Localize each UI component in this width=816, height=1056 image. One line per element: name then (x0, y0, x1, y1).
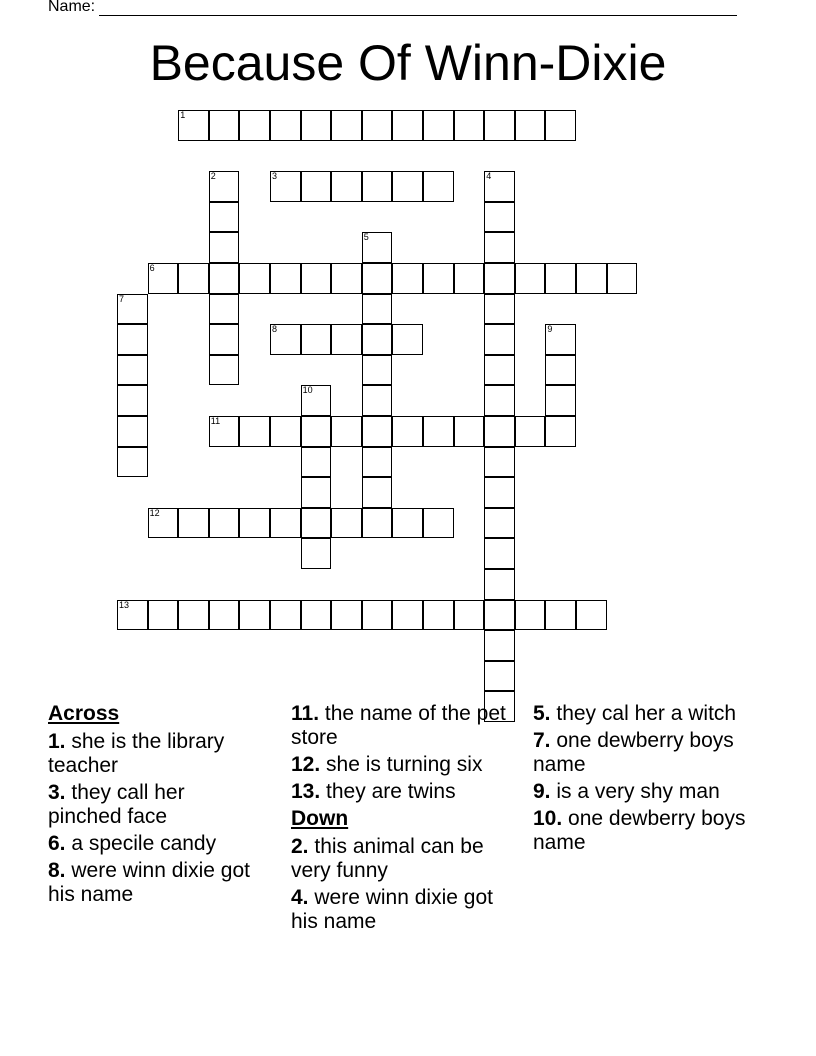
crossword-cell[interactable] (484, 630, 515, 661)
clue-number: 12 (149, 507, 160, 518)
crossword-cell[interactable] (545, 385, 576, 416)
name-label: Name: (48, 0, 96, 15)
crossword-cell[interactable] (178, 110, 209, 141)
crossword-cell[interactable] (545, 355, 576, 386)
crossword-cell[interactable] (423, 508, 454, 539)
clue-number: 3 (272, 171, 278, 182)
crossword-cell[interactable] (331, 508, 362, 539)
clue-number: 8 (272, 324, 278, 335)
clues-column-3 (533, 702, 748, 858)
crossword-cell[interactable] (545, 600, 576, 631)
crossword-cell[interactable] (239, 263, 270, 294)
page-title: Because Of Winn-Dixie (149, 35, 667, 91)
crossword-cell[interactable] (576, 600, 607, 631)
crossword-cell[interactable] (484, 416, 515, 447)
crossword-cell[interactable] (392, 263, 423, 294)
crossword-cell[interactable] (270, 171, 301, 202)
crossword-cell[interactable] (454, 416, 485, 447)
crossword-cell[interactable] (607, 263, 638, 294)
crossword-cell[interactable] (301, 385, 332, 416)
across-heading: Across (48, 702, 120, 725)
crossword-cell[interactable] (362, 508, 393, 539)
crossword-cell[interactable] (484, 324, 515, 355)
crossword-cell[interactable] (209, 324, 240, 355)
clue-across-3: 3. they call her pinched face (48, 781, 185, 828)
crossword-cell[interactable] (270, 324, 301, 355)
clue-across-12: 12. she is turning six (291, 753, 483, 776)
crossword-cell[interactable] (209, 294, 240, 325)
crossword-cell[interactable] (484, 294, 515, 325)
crossword-cell[interactable] (331, 110, 362, 141)
crossword-cell[interactable] (362, 263, 393, 294)
crossword-cell[interactable] (545, 324, 576, 355)
crossword-cell[interactable] (209, 171, 240, 202)
crossword-cell[interactable] (515, 600, 546, 631)
crossword-cell[interactable] (301, 508, 332, 539)
crossword-cell[interactable] (484, 171, 515, 202)
crossword-cell[interactable] (331, 600, 362, 631)
crossword-cell[interactable] (362, 447, 393, 478)
crossword-cell[interactable] (331, 263, 362, 294)
crossword-cell[interactable] (362, 324, 393, 355)
crossword-cell[interactable] (515, 110, 546, 141)
clue-number: 10 (302, 385, 313, 396)
crossword-cell[interactable] (484, 110, 515, 141)
crossword-cell[interactable] (362, 385, 393, 416)
crossword-cell[interactable] (301, 171, 332, 202)
crossword-cell[interactable] (362, 416, 393, 447)
crossword-cell[interactable] (423, 600, 454, 631)
crossword-cell[interactable] (209, 110, 240, 141)
crossword-cell[interactable] (270, 416, 301, 447)
crossword-cell[interactable] (362, 477, 393, 508)
crossword-cell[interactable] (454, 600, 485, 631)
crossword-cell[interactable] (178, 600, 209, 631)
clue-across-8: 8. were winn dixie got his name (48, 859, 250, 906)
crossword-cell[interactable] (515, 263, 546, 294)
clue-down-5: 5. they cal her a witch (533, 702, 737, 725)
clue-number: 1 (180, 110, 186, 120)
crossword-cell[interactable] (301, 538, 332, 569)
crossword-cell[interactable] (209, 416, 240, 447)
clue-across-6: 6. a specile candy (48, 832, 217, 855)
crossword-cell[interactable] (484, 232, 515, 263)
clue-number: 4 (486, 171, 492, 182)
crossword-cell[interactable] (117, 385, 148, 416)
crossword-cell[interactable] (576, 263, 607, 294)
crossword-cell[interactable] (301, 324, 332, 355)
crossword-cell[interactable] (362, 294, 393, 325)
crossword-cell[interactable] (148, 600, 179, 631)
crossword-cell[interactable] (454, 263, 485, 294)
crossword-cell[interactable] (209, 355, 240, 386)
crossword-cell[interactable] (301, 447, 332, 478)
crossword-cell[interactable] (423, 263, 454, 294)
clue-across-1: 1. she is the library teacher (48, 730, 225, 777)
crossword-cell[interactable] (270, 508, 301, 539)
crossword-cell[interactable] (484, 508, 515, 539)
crossword-cell[interactable] (362, 600, 393, 631)
crossword-cell[interactable] (209, 263, 240, 294)
crossword-cell[interactable] (484, 661, 515, 692)
clue-number: 13 (119, 599, 130, 610)
clue-across-13: 13. they are twins (291, 780, 456, 803)
crossword-cell[interactable] (392, 324, 423, 355)
crossword-cell[interactable] (484, 600, 515, 631)
crossword-cell[interactable] (331, 416, 362, 447)
crossword-cell[interactable] (148, 263, 179, 294)
crossword-cell[interactable] (301, 110, 332, 141)
crossword-cell[interactable] (423, 416, 454, 447)
crossword-cell[interactable] (117, 600, 148, 631)
crossword-cell[interactable] (392, 416, 423, 447)
crossword-cell[interactable] (117, 355, 148, 386)
crossword-cell[interactable] (270, 600, 301, 631)
crossword-cell[interactable] (423, 110, 454, 141)
clue-number: 11 (210, 416, 221, 426)
crossword-cell[interactable] (148, 508, 179, 539)
crossword-cell[interactable] (117, 294, 148, 325)
crossword-cell[interactable] (239, 416, 270, 447)
crossword-cell[interactable] (484, 569, 515, 600)
crossword-cell[interactable] (545, 110, 576, 141)
crossword-cell[interactable] (362, 232, 393, 263)
crossword-cell[interactable] (362, 355, 393, 386)
crossword-cell[interactable] (454, 110, 485, 141)
crossword-cell[interactable] (117, 324, 148, 355)
crossword-cell[interactable] (209, 600, 240, 631)
crossword-cell[interactable] (301, 416, 332, 447)
crossword-cell[interactable] (270, 110, 301, 141)
crossword-cell[interactable] (331, 171, 362, 202)
crossword-cell[interactable] (362, 171, 393, 202)
crossword-cell[interactable] (545, 263, 576, 294)
crossword-cell[interactable] (484, 202, 515, 233)
crossword-cell[interactable] (484, 538, 515, 569)
clue-down-2: 2. this animal can be very funny (291, 835, 484, 882)
clues-column-2 (291, 702, 516, 937)
crossword-cell[interactable] (209, 508, 240, 539)
clue-down-10: 10. one dewberry boys name (533, 807, 746, 854)
crossword-cell[interactable] (239, 110, 270, 141)
crossword-cell[interactable] (484, 355, 515, 386)
clue-number: 2 (210, 171, 216, 182)
crossword-cell[interactable] (209, 232, 240, 263)
crossword-cell[interactable] (484, 477, 515, 508)
crossword-cell[interactable] (331, 324, 362, 355)
crossword-cell[interactable] (301, 263, 332, 294)
crossword-cell[interactable] (239, 600, 270, 631)
crossword-cell[interactable] (301, 600, 332, 631)
crossword-cell[interactable] (484, 385, 515, 416)
clue-number: 5 (363, 232, 369, 243)
clues-column-1 (48, 702, 263, 910)
crossword-cell[interactable] (392, 110, 423, 141)
crossword-cell[interactable] (392, 508, 423, 539)
clue-number: 9 (547, 324, 553, 335)
clue-down-7: 7. one dewberry boys name (533, 729, 734, 776)
crossword-cell[interactable] (392, 171, 423, 202)
crossword-cell[interactable] (270, 263, 301, 294)
clue-number: 7 (119, 293, 125, 304)
crossword-cell[interactable] (117, 416, 148, 447)
crossword-cell[interactable] (117, 447, 148, 478)
clue-down-9: 9. is a very shy man (533, 780, 720, 803)
crossword-cell[interactable] (545, 416, 576, 447)
crossword-cell[interactable] (362, 110, 393, 141)
down-heading: Down (291, 807, 349, 830)
crossword-cell[interactable] (484, 263, 515, 294)
crossword-cell[interactable] (178, 263, 209, 294)
clue-down-4: 4. were winn dixie got his name (291, 886, 493, 933)
crossword-cell[interactable] (178, 508, 209, 539)
crossword-cell[interactable] (423, 171, 454, 202)
crossword-cell[interactable] (301, 477, 332, 508)
clue-number: 6 (149, 263, 155, 273)
crossword-cell[interactable] (209, 202, 240, 233)
crossword-cell[interactable] (515, 416, 546, 447)
clue-across-11: 11. the name of the pet store (291, 702, 506, 749)
crossword-cell[interactable] (392, 600, 423, 631)
crossword-cell[interactable] (484, 447, 515, 478)
crossword-cell[interactable] (239, 508, 270, 539)
